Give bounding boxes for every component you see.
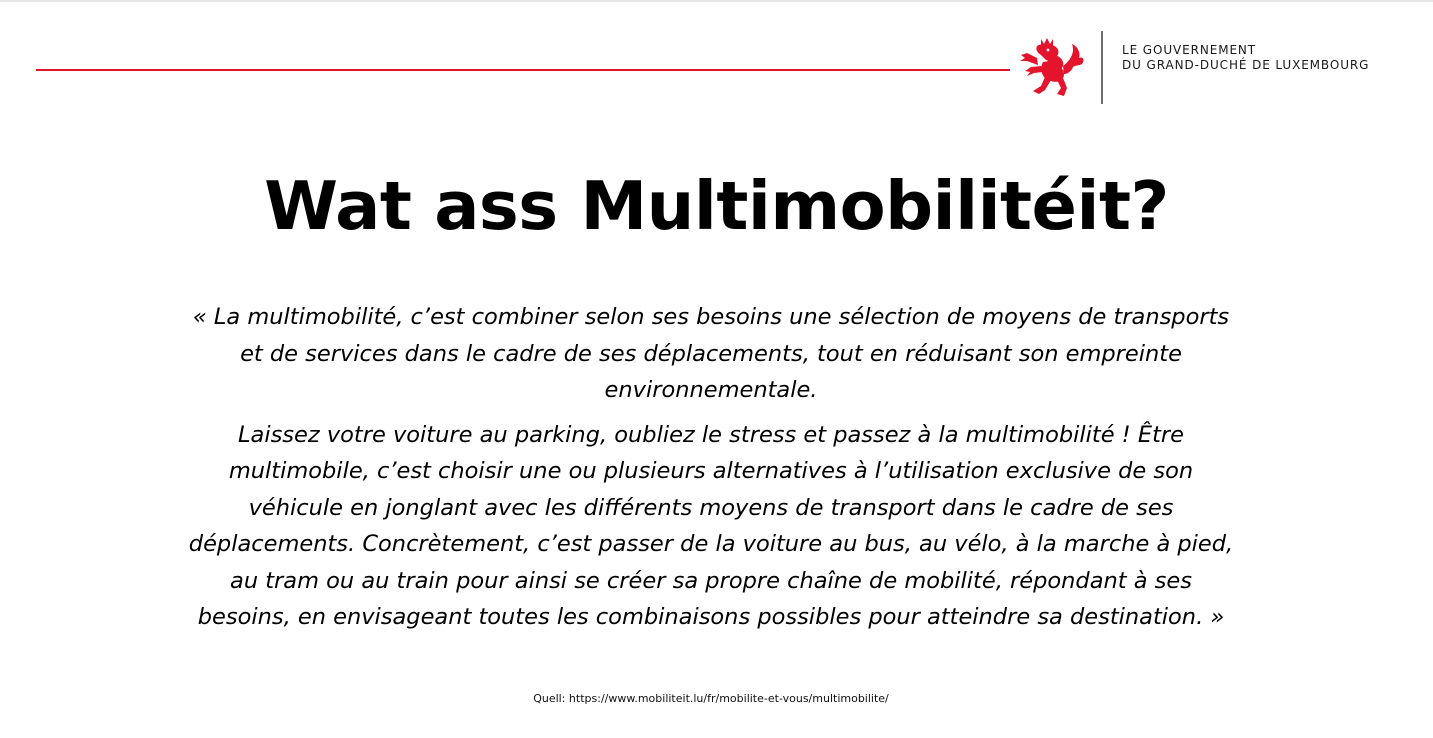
header-vertical-divider bbox=[1101, 31, 1103, 104]
quote-paragraph-2: Laissez votre voiture au parking, oubliez le stress et passez à la multimobilité ! Être multimobile, c’est choisir une ou plusieurs alternatives à l’utilisation exclusive de son véhicule en jonglant avec les différents moyens de transport dans le cadre de ses déplacements. Concrètement, c’est passer de la voiture au bus, au vélo, à la marche à pied, au tram ou au train pour ainsi se créer sa propre chaîne de mobilité, répondant à ses besoins, en envisageant toutes les combinaisons possibles pour atteindre sa destination. » bbox=[188, 421, 1234, 630]
multimobility-quote bbox=[180, 299, 1242, 636]
luxembourg-red-lion-icon bbox=[1019, 36, 1085, 98]
government-line-1: LE GOUVERNEMENT bbox=[1122, 43, 1257, 57]
source-citation: Quell: https://www.mobiliteit.lu/fr/mobilite-et-vous/multimobilite/ bbox=[533, 692, 889, 705]
quote-paragraph-1: « La multimobilité, c’est combiner selon ses besoins une sélection de moyens de transports et de services dans le cadre de ses déplacements, tout en réduisant son empreinte environnementale. bbox=[192, 304, 1230, 403]
top-edge-line bbox=[0, 0, 1433, 2]
slide-title: Wat ass Multimobilitéit? bbox=[264, 167, 1169, 245]
header-red-rule bbox=[36, 69, 1010, 71]
government-wordmark bbox=[1122, 43, 1369, 73]
government-line-2: DU GRAND-DUCHÉ DE LUXEMBOURG bbox=[1122, 58, 1370, 72]
